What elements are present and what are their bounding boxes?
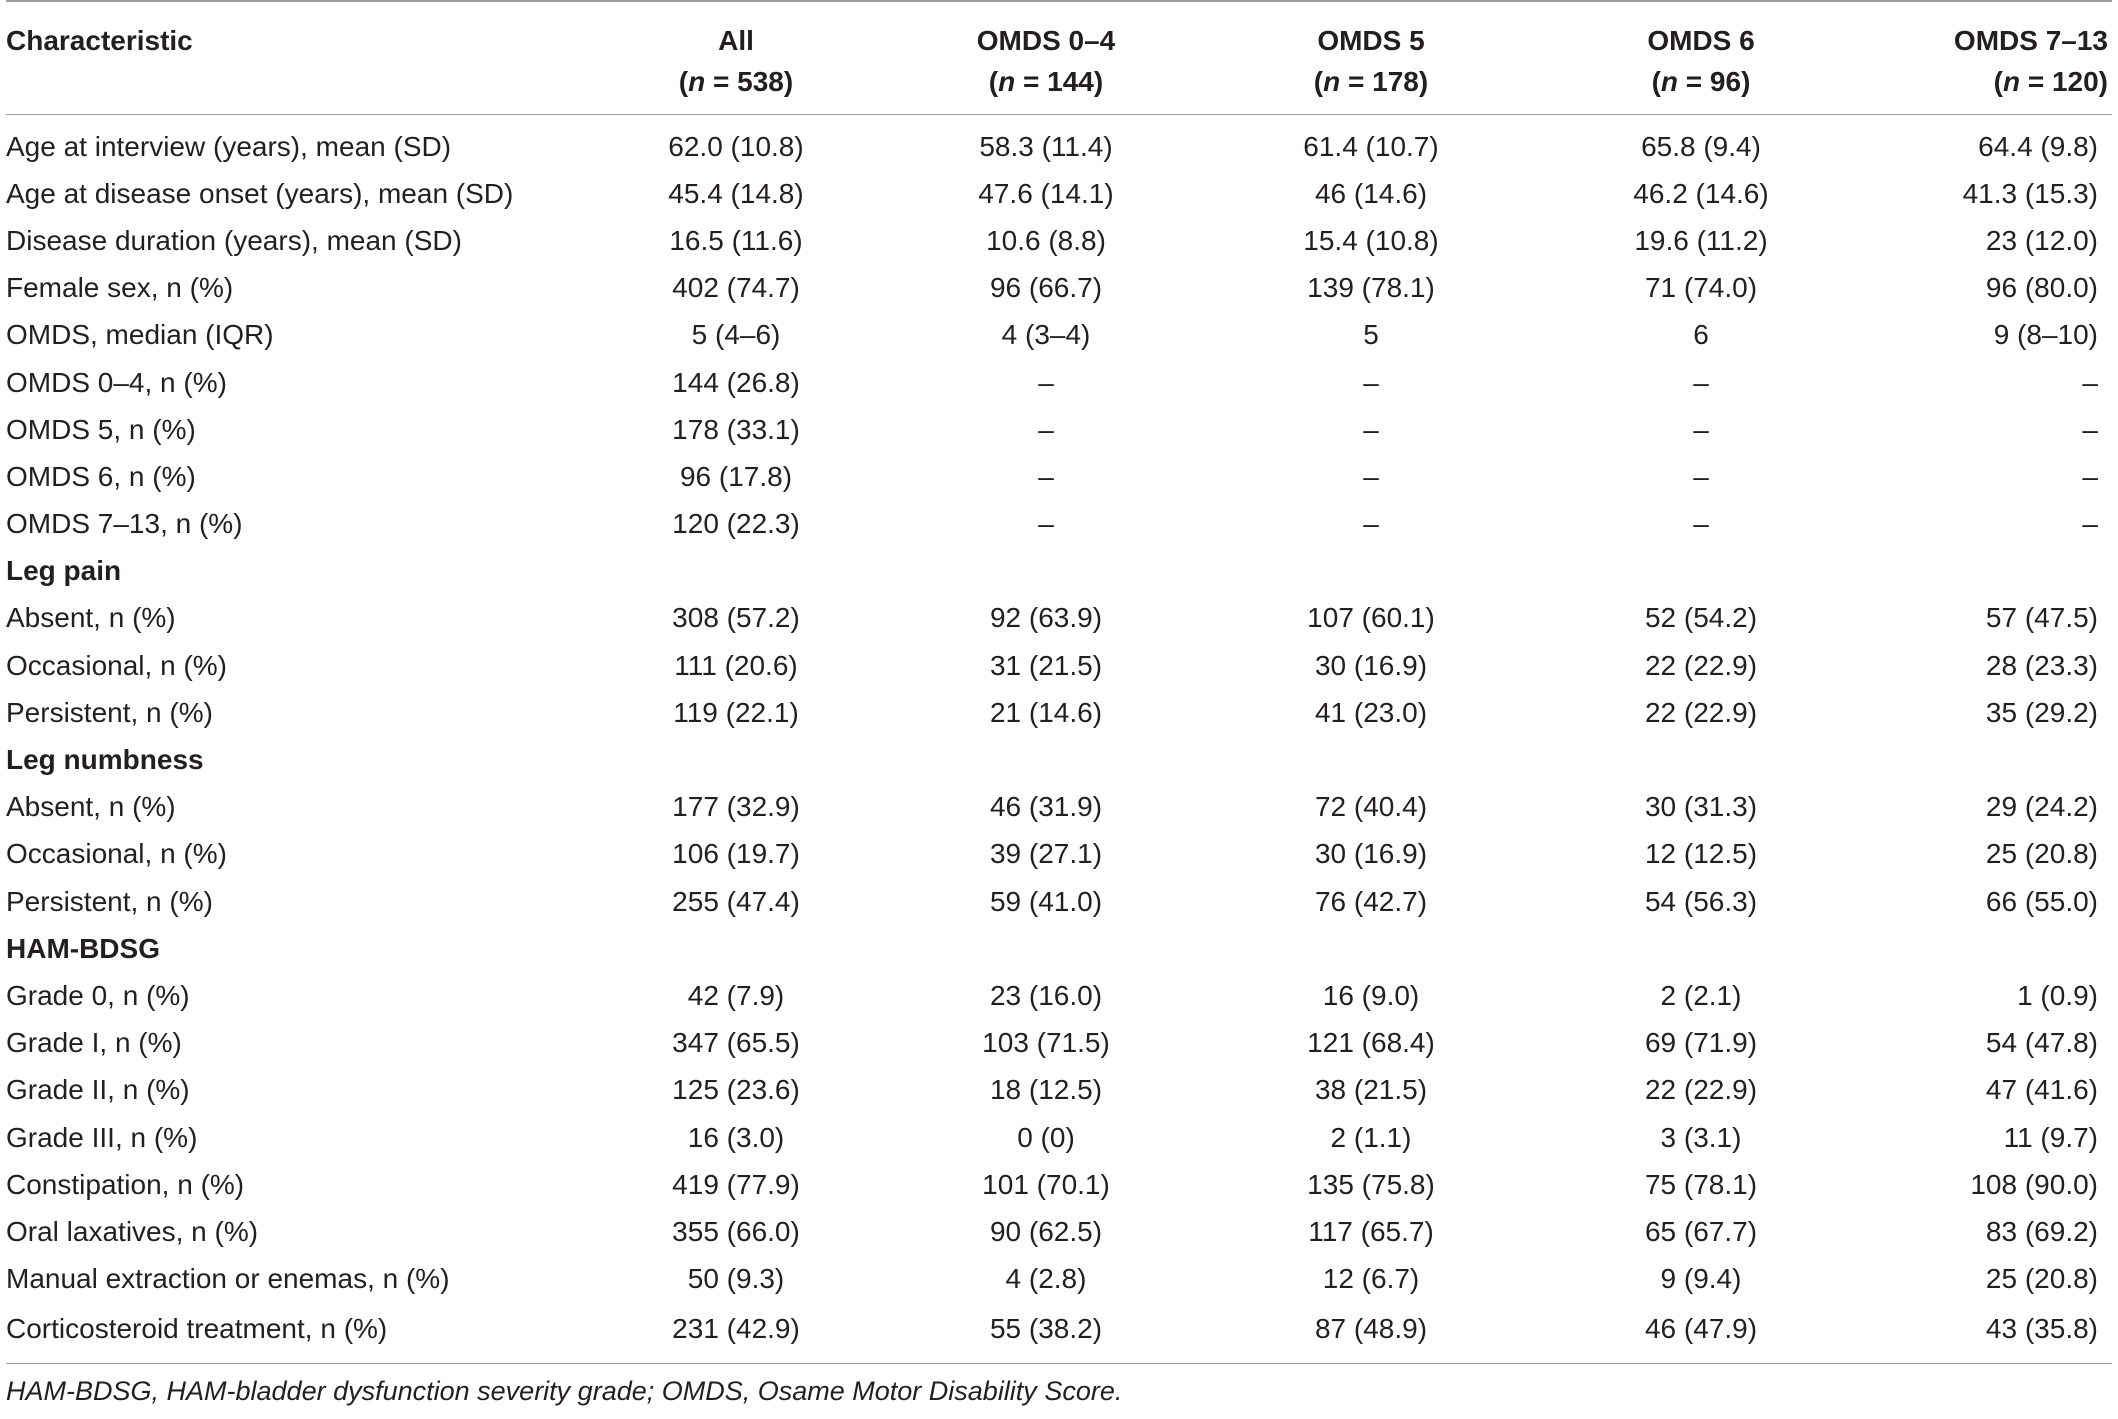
table-cell: – <box>1693 366 1709 398</box>
table-cell: 28 (23.3) <box>1985 649 2098 681</box>
row-label: Absent, n (%) <box>6 602 176 634</box>
table-row <box>6 1114 2112 1161</box>
table-cell: 22 (22.9) <box>1644 1074 1758 1106</box>
header-col-n: (n = 538) <box>678 66 794 97</box>
table-cell: 135 (75.8) <box>1307 1168 1435 1200</box>
header-row <box>6 2 2112 115</box>
section-header-row <box>6 736 2112 783</box>
table-cell: 125 (23.6) <box>672 1074 800 1106</box>
table-row <box>6 453 2112 500</box>
table-row <box>6 689 2112 736</box>
header-col-n: (n = 120) <box>1993 66 2108 97</box>
row-label: Grade 0, n (%) <box>6 979 190 1011</box>
row-label: OMDS 7–13, n (%) <box>6 508 243 540</box>
table-row <box>6 595 2112 642</box>
table-cell: – <box>1363 508 1379 540</box>
table-cell: – <box>2082 508 2098 540</box>
table-cell: – <box>2082 413 2098 445</box>
table-cell: 46.2 (14.6) <box>1633 177 1769 209</box>
table-cell: 139 (78.1) <box>1307 272 1435 304</box>
table-cell: 4 (2.8) <box>1005 1263 1087 1295</box>
table-cell: 65 (67.7) <box>1644 1215 1758 1247</box>
table-cell: – <box>1693 508 1709 540</box>
table-cell: 117 (65.7) <box>1308 1215 1434 1247</box>
header-col-all <box>586 2 886 115</box>
table-cell: 101 (70.1) <box>982 1168 1110 1200</box>
row-label: Occasional, n (%) <box>6 838 227 870</box>
table-cell: 96 (17.8) <box>679 460 793 492</box>
table-row <box>6 1161 2112 1208</box>
table-cell: 50 (9.3) <box>687 1263 785 1295</box>
table-row <box>6 784 2112 831</box>
table-cell: 177 (32.9) <box>672 791 800 823</box>
table-cell: 23 (12.0) <box>1985 224 2098 256</box>
table-cell: 106 (19.7) <box>672 838 800 870</box>
table-cell: 38 (21.5) <box>1314 1074 1428 1106</box>
table-cell: 59 (41.0) <box>989 885 1103 917</box>
header-col-title: OMDS 6 <box>1647 25 1755 56</box>
table-cell: 255 (47.4) <box>672 885 800 917</box>
table-cell: 347 (65.5) <box>672 1027 800 1059</box>
table-row <box>6 501 2112 548</box>
table-cell: 120 (22.3) <box>672 508 800 540</box>
table-cell: 19.6 (11.2) <box>1634 224 1768 256</box>
table-cell: 66 (55.0) <box>1985 885 2098 917</box>
section-header-row <box>6 925 2112 972</box>
table-cell: 76 (42.7) <box>1314 885 1428 917</box>
table-cell: 29 (24.2) <box>1985 791 2098 823</box>
table-body <box>6 115 2112 1364</box>
table-cell: 12 (12.5) <box>1644 838 1758 870</box>
table-cell: 5 <box>1363 319 1379 351</box>
header-col-omds-6 <box>1536 2 1866 115</box>
table-row <box>6 878 2112 925</box>
table-cell: 111 (20.6) <box>674 649 798 681</box>
table-cell: – <box>1038 508 1054 540</box>
table-cell: 11 (9.7) <box>2003 1121 2098 1153</box>
table-row <box>6 1067 2112 1114</box>
table-row <box>6 170 2112 217</box>
table-cell: 61.4 (10.7) <box>1303 130 1439 162</box>
table-cell: 25 (20.8) <box>1985 1263 2098 1295</box>
table-row <box>6 1020 2112 1067</box>
header-characteristic: Characteristic <box>6 2 586 115</box>
table-cell: – <box>1363 413 1379 445</box>
table-cell: 22 (22.9) <box>1644 649 1758 681</box>
table-cell: 47 (41.6) <box>1985 1074 2098 1106</box>
table-cell: 52 (54.2) <box>1644 602 1758 634</box>
header-col-omds-7-13 <box>1866 2 2112 115</box>
table-cell: 2 (2.1) <box>1660 979 1742 1011</box>
row-label: Persistent, n (%) <box>6 696 213 728</box>
row-label: Occasional, n (%) <box>6 649 227 681</box>
table-cell: 121 (68.4) <box>1307 1027 1435 1059</box>
table-cell: 41 (23.0) <box>1314 696 1428 728</box>
table-cell: – <box>1693 460 1709 492</box>
table-cell: 35 (29.2) <box>1985 696 2098 728</box>
table-cell: 69 (71.9) <box>1644 1027 1758 1059</box>
table-cell: 144 (26.8) <box>672 366 800 398</box>
table-cell: 119 (22.1) <box>673 696 799 728</box>
table-cell: 57 (47.5) <box>1985 602 2098 634</box>
row-label: Female sex, n (%) <box>6 272 234 304</box>
table-cell: 96 (80.0) <box>1985 272 2098 304</box>
table-cell: 54 (56.3) <box>1644 885 1758 917</box>
table-cell: 58.3 (11.4) <box>979 130 1113 162</box>
table-cell: – <box>2082 460 2098 492</box>
table-cell: 22 (22.9) <box>1644 696 1758 728</box>
row-label: Oral laxatives, n (%) <box>6 1215 259 1247</box>
row-label: OMDS 5, n (%) <box>6 413 196 445</box>
table-cell: 16 (9.0) <box>1322 979 1420 1011</box>
table-cell: 108 (90.0) <box>1970 1168 2098 1200</box>
header-col-title: OMDS 7–13 <box>1953 25 2108 56</box>
header-col-title: OMDS 0–4 <box>976 25 1116 56</box>
characteristics-table <box>6 0 2112 1364</box>
table-row <box>6 1256 2112 1303</box>
row-label: Age at interview (years), mean (SD) <box>6 130 452 162</box>
table-cell: 92 (63.9) <box>989 602 1103 634</box>
table-cell: 2 (1.1) <box>1330 1121 1412 1153</box>
row-label: Constipation, n (%) <box>6 1168 245 1200</box>
row-label: Grade III, n (%) <box>6 1121 198 1153</box>
header-col-title: OMDS 5 <box>1317 25 1425 56</box>
table-header <box>6 1 2112 115</box>
row-label: OMDS 0–4, n (%) <box>6 366 227 398</box>
row-label: Persistent, n (%) <box>6 885 213 917</box>
table-cell: – <box>1038 413 1054 445</box>
table-cell: 25 (20.8) <box>1985 838 2098 870</box>
table-cell: 355 (66.0) <box>672 1215 800 1247</box>
table-row <box>6 642 2112 689</box>
table-cell: 419 (77.9) <box>672 1168 800 1200</box>
table-cell: 231 (42.9) <box>586 1303 886 1364</box>
table-cell: 30 (16.9) <box>1314 649 1428 681</box>
table-cell: 83 (69.2) <box>1985 1215 2098 1247</box>
table-cell: – <box>1038 366 1054 398</box>
table-cell: – <box>2082 366 2098 398</box>
row-label: OMDS 6, n (%) <box>6 460 196 492</box>
table-cell: 46 (47.9) <box>1536 1303 1866 1364</box>
table-cell: 64.4 (9.8) <box>1978 130 2098 162</box>
header-col-n: (n = 144) <box>988 66 1104 97</box>
table-cell: 402 (74.7) <box>672 272 800 304</box>
table-row <box>6 115 2112 171</box>
header-col-omds-0-4 <box>886 2 1206 115</box>
section-title: Leg pain <box>6 555 122 587</box>
header-col-n: (n = 96) <box>1651 66 1751 97</box>
table-footnote: HAM-BDSG, HAM-bladder dysfunction severity grade; OMDS, Osame Motor Disability Score. <box>6 1375 1123 1406</box>
table-cell: – <box>1363 366 1379 398</box>
row-label: Disease duration (years), mean (SD) <box>6 224 462 256</box>
table-cell: 12 (6.7) <box>1322 1263 1420 1295</box>
table-row <box>6 312 2112 359</box>
table-cell: 23 (16.0) <box>989 979 1103 1011</box>
table-cell: 30 (16.9) <box>1314 838 1428 870</box>
row-label: Corticosteroid treatment, n (%) <box>6 1303 586 1364</box>
table-cell: 47.6 (14.1) <box>978 177 1114 209</box>
table-cell: 41.3 (15.3) <box>1962 177 2098 209</box>
table-row <box>6 972 2112 1019</box>
section-header-row <box>6 548 2112 595</box>
table-cell: 103 (71.5) <box>982 1027 1110 1059</box>
table-row <box>6 359 2112 406</box>
table-cell: 71 (74.0) <box>1644 272 1758 304</box>
table-row <box>6 1208 2112 1255</box>
table-cell: 178 (33.1) <box>672 413 800 445</box>
table-cell: 65.8 (9.4) <box>1641 130 1761 162</box>
table-cell: 15.4 (10.8) <box>1303 224 1439 256</box>
header-col-omds-5 <box>1206 2 1536 115</box>
table-cell: – <box>1363 460 1379 492</box>
table-cell: 87 (48.9) <box>1206 1303 1536 1364</box>
table-cell: 39 (27.1) <box>989 838 1103 870</box>
table-cell: 55 (38.2) <box>886 1303 1206 1364</box>
table-cell: 46 (14.6) <box>1314 177 1428 209</box>
table-cell: 72 (40.4) <box>1314 791 1428 823</box>
row-label: Grade II, n (%) <box>6 1074 190 1106</box>
table-row <box>6 1303 2112 1364</box>
row-label: Age at disease onset (years), mean (SD) <box>6 177 514 209</box>
table-cell: 30 (31.3) <box>1644 791 1758 823</box>
table-cell: – <box>1693 413 1709 445</box>
row-label: Absent, n (%) <box>6 791 176 823</box>
table-cell: – <box>1038 460 1054 492</box>
table-cell: 18 (12.5) <box>989 1074 1103 1106</box>
section-title: HAM-BDSG <box>6 932 160 964</box>
table-row <box>6 217 2112 264</box>
table-cell: 42 (7.9) <box>687 979 785 1011</box>
table-cell: 31 (21.5) <box>989 649 1103 681</box>
table-cell: 9 (9.4) <box>1660 1263 1742 1295</box>
table-cell: 6 <box>1693 319 1709 351</box>
table-cell: 10.6 (8.8) <box>986 224 1106 256</box>
table-cell: 16.5 (11.6) <box>669 224 803 256</box>
table-cell: 3 (3.1) <box>1660 1121 1742 1153</box>
table-cell: 0 (0) <box>1017 1121 1075 1153</box>
table-cell: 90 (62.5) <box>989 1215 1103 1247</box>
table-row <box>6 406 2112 453</box>
table-cell: 5 (4–6) <box>691 319 781 351</box>
table-cell: 4 (3–4) <box>1001 319 1091 351</box>
table-cell: 308 (57.2) <box>672 602 800 634</box>
table-row <box>6 265 2112 312</box>
table-cell: 96 (66.7) <box>989 272 1103 304</box>
section-title: Leg numbness <box>6 744 204 776</box>
table-cell: 21 (14.6) <box>989 696 1103 728</box>
table-cell: 46 (31.9) <box>989 791 1103 823</box>
table-cell: 62.0 (10.8) <box>668 130 804 162</box>
table-cell: 43 (35.8) <box>1866 1303 2112 1364</box>
table-cell: 45.4 (14.8) <box>668 177 804 209</box>
header-col-n: (n = 178) <box>1313 66 1429 97</box>
table-cell: 54 (47.8) <box>1985 1027 2098 1059</box>
table-cell: 75 (78.1) <box>1644 1168 1758 1200</box>
table-cell: 107 (60.1) <box>1307 602 1435 634</box>
table-cell: 16 (3.0) <box>687 1121 785 1153</box>
row-label: Grade I, n (%) <box>6 1027 182 1059</box>
table-cell: 9 (8–10) <box>1993 319 2098 351</box>
table-cell: 1 (0.9) <box>2017 979 2098 1011</box>
header-col-title: All <box>718 25 754 56</box>
row-label: Manual extraction or enemas, n (%) <box>6 1263 450 1295</box>
row-label: OMDS, median (IQR) <box>6 319 274 351</box>
table-row <box>6 831 2112 878</box>
